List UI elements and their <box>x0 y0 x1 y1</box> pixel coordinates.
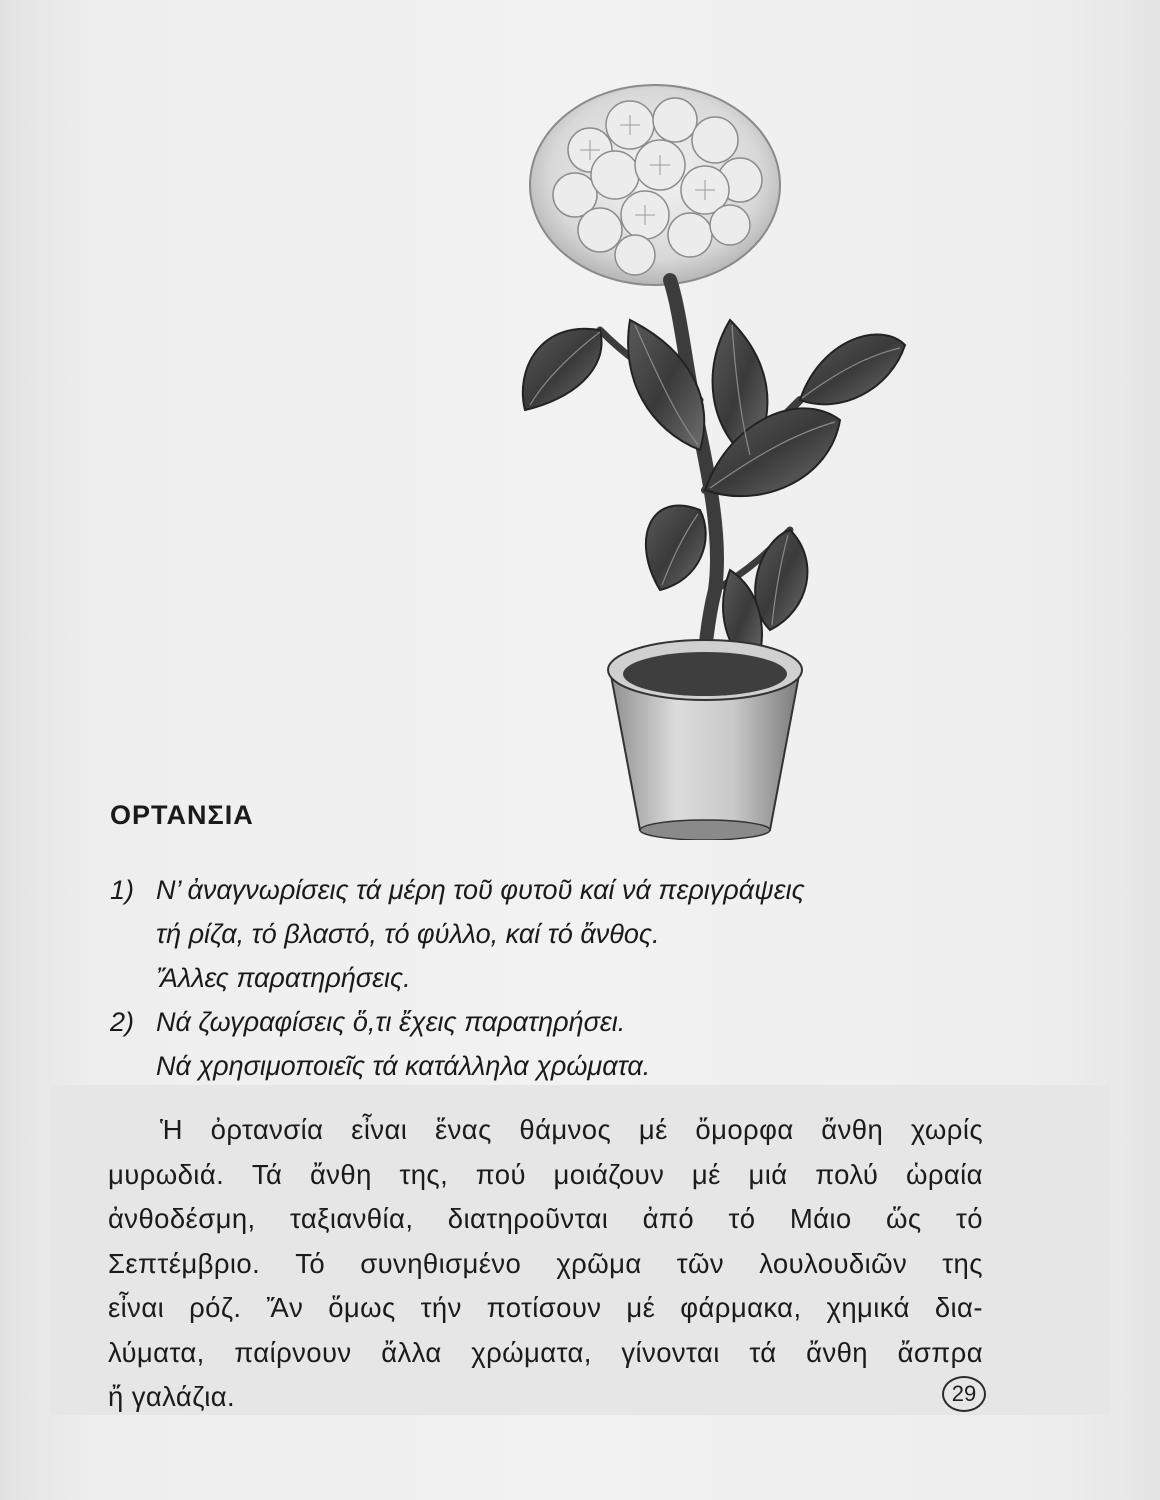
task-number: 2) <box>110 1007 135 1037</box>
paragraph-line: ἤ γαλάζια. <box>108 1381 236 1412</box>
flower-cluster <box>530 85 780 285</box>
task-line: Ἄλλες παρατηρήσεις. <box>156 963 411 993</box>
task-number: 1) <box>110 875 135 905</box>
task-line: τή ρίζα, τό βλαστό, τό φύλλο, καί τό ἄνθος. <box>156 919 660 949</box>
flower-pot <box>608 640 802 840</box>
task-list <box>110 868 1010 1088</box>
paragraph-line: ἀνθοδέσμη, ταξιανθία, διατηροῦνται ἀπό τό Μάιο ὥς τό <box>108 1203 983 1234</box>
paragraph-line: μυρωδιά. Τά ἄνθη της, πού μοιάζουν μέ μιά πολύ ὡραία <box>108 1158 983 1190</box>
paragraph-line: εἶναι ρόζ. Ἄν ὅμως τήν ποτίσουν μέ φάρμακα, χημικά δια- <box>108 1292 983 1323</box>
paragraph-line: Σεπτέμβριο. Τό συνηθισμένο χρῶμα τῶν λουλουδιῶν της <box>108 1247 983 1279</box>
task-line: Ν’ ἀναγνωρίσεις τά μέρη τοῦ φυτοῦ καί νά περιγράψεις <box>156 875 805 905</box>
task-line: Νά ζωγραφίσεις ὅ,τι ἔχεις παρατηρήσει. <box>156 1007 626 1037</box>
paragraph-line: Ἡ ὀρτανσία εἶναι ἕνας θάμνος μέ ὄμορφα ἄνθη χωρίς <box>160 1114 983 1145</box>
body-paragraph <box>108 1108 983 1420</box>
task-item <box>110 1000 1010 1044</box>
page-heading: ΟΡΤΑΝΣΙΑ <box>110 800 254 830</box>
task-line: Νά χρησιμοποιεῖς τά κατάλληλα χρώματα. <box>156 1051 651 1081</box>
paragraph-line: λύματα, παίρνουν ἄλλα χρώματα, γίνονται τά ἄνθη ἄσπρα <box>108 1336 983 1368</box>
task-item <box>110 868 1010 912</box>
hydrangea-illustration <box>500 70 920 840</box>
page-number: 29 <box>942 1376 986 1412</box>
